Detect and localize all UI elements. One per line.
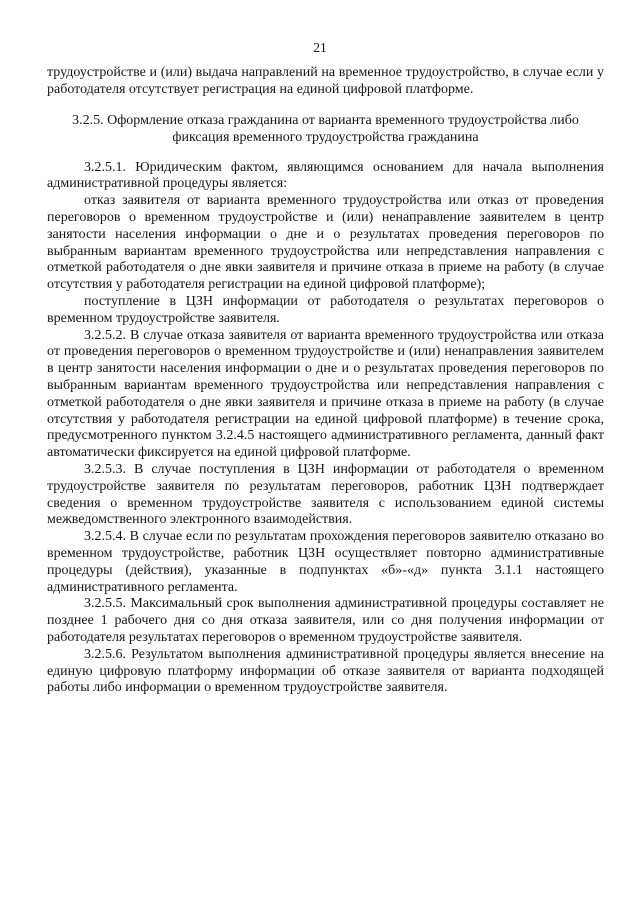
paragraph-3-2-5-6: 3.2.5.6. Результатом выполнения административной процедуры является внесение на единую цифровую платформу информации об отказе заявителя от варианта подходящей работы либо информации о временном трудоустройстве заявителя. bbox=[47, 646, 604, 696]
paragraph-3-2-5-3: 3.2.5.3. В случае поступления в ЦЗН информации от работодателя о временном трудоустройстве заявителя по результатам переговоров, работник ЦЗН подтверждает сведения о временном трудоустройстве заявителя с использованием единой системы межведомственного электронного взаимодействия. bbox=[47, 461, 604, 528]
page-number: 21 bbox=[313, 40, 327, 55]
paragraph-3-2-5-1: 3.2.5.1. Юридическим фактом, являющимся основанием для начала выполнения административной процедуры является: bbox=[47, 159, 604, 192]
paragraph-3-2-5-2: 3.2.5.2. В случае отказа заявителя от варианта временного трудоустройства или отказа от проведения переговоров о временном трудоустройстве и (или) ненаправления заявителем в центр занятости населения информации о дне и о результатах проведения переговоров по выбранным вариантам временного трудоустройства или непредставления направления с отметкой работодателя о дне явки заявителя и причине отказа в приеме на работу (в случае отсутствия у работодателя регистрации на единой цифровой платформе) в течение срока, предусмотренного пунктом 3.2.4.5 настоящего административного регламента, данный факт автоматически фиксируется на единой цифровой платформе. bbox=[47, 327, 604, 461]
paragraph-refusal-conditions: отказ заявителя от варианта временного трудоустройства или отказ от проведения переговоров о временном трудоустройстве и (или) ненаправление заявителем в центр занятости населения информации о дне и о результатах проведения переговоров по выбранным вариантам временного трудоустройства или непредставления направления с отметкой работодателя о дне явки заявителя и причине отказа в приеме на работу (в случае отсутствия у работодателя регистрации на единой цифровой платформе); bbox=[47, 193, 604, 293]
page-body bbox=[47, 65, 604, 697]
paragraph-czn-info: поступление в ЦЗН информации от работодателя о результатах переговоров о временном трудоустройстве заявителя. bbox=[47, 293, 604, 326]
paragraph-continuation: трудоустройстве и (или) выдача направлений на временное трудоустройство, в случае если у работодателя отсутствует регистрация на единой цифровой платформе. bbox=[47, 65, 604, 97]
paragraph-3-2-5-5: 3.2.5.5. Максимальный срок выполнения административной процедуры составляет не позднее 1 рабочего дня со дня отказа заявителя, или со дня получения информации от работодателя результатах переговоров о временном трудоустройстве заявителя. bbox=[47, 596, 604, 645]
section-heading: 3.2.5. Оформление отказа гражданина от варианта временного трудоустройства либо фиксация временного трудоустройства гражданина bbox=[72, 112, 579, 145]
paragraph-3-2-5-4: 3.2.5.4. В случае если по результатам прохождения переговоров заявителю отказано во временном трудоустройстве, работник ЦЗН осуществляет повторно административные процедуры (действия), указанные в подпунктах «б»-«д» пункта 3.1.1 настоящего административного регламента. bbox=[47, 529, 604, 595]
